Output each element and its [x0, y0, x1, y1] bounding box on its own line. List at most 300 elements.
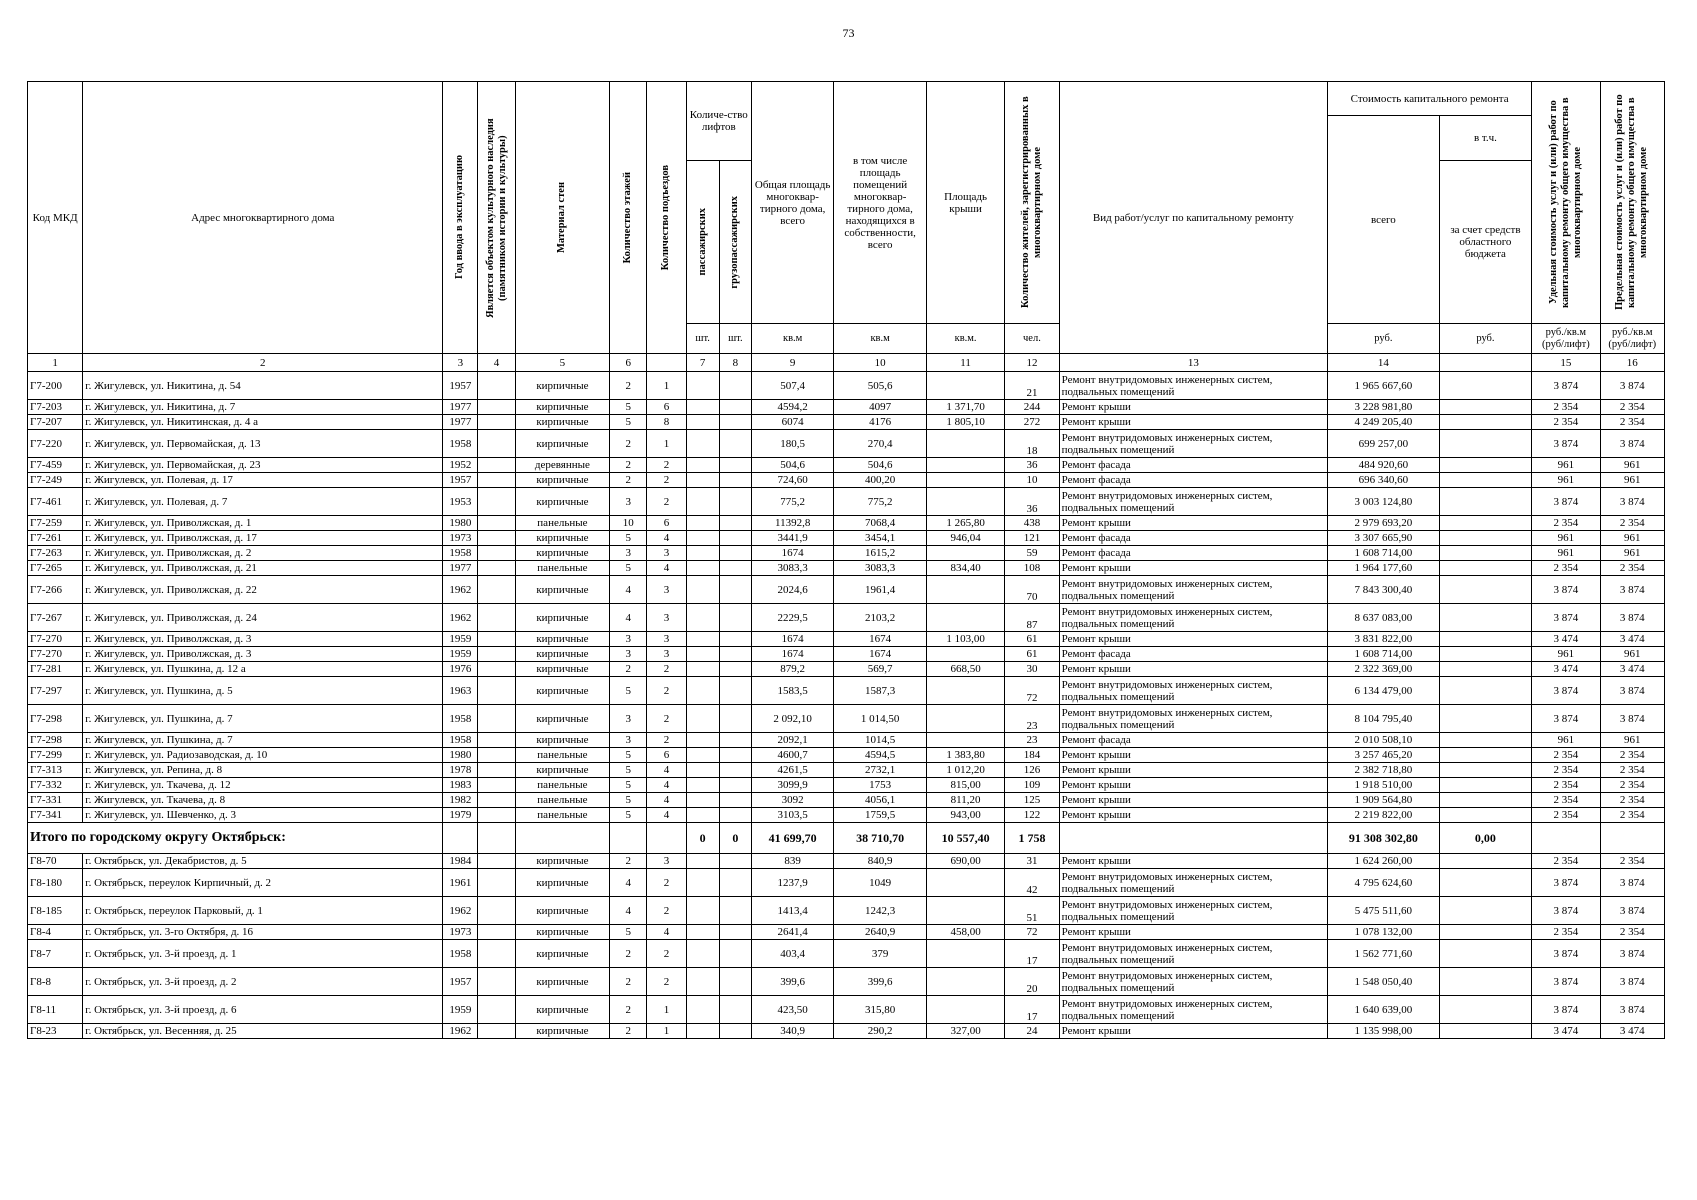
column-number: 14	[1328, 354, 1440, 372]
cell-code: Г7-459	[28, 458, 83, 473]
unit-area-owned: кв.м	[834, 324, 927, 354]
cell-code: Г7-200	[28, 372, 83, 400]
cell-code: Г7-297	[28, 677, 83, 705]
cell-limit-cost: 961	[1600, 531, 1664, 546]
column-number: 8	[719, 354, 751, 372]
cell-works: Ремонт внутридомовых инженерных систем, подвальных помещений	[1059, 968, 1327, 996]
cell-area-owned: 4594,5	[834, 748, 927, 763]
table-row	[28, 632, 1665, 647]
column-number: 12	[1005, 354, 1059, 372]
cell-floors: 3	[610, 546, 647, 561]
cell-limit-cost: 961	[1600, 458, 1664, 473]
cell-floors: 2	[610, 1024, 647, 1039]
cell-unit-cost: 2 354	[1532, 748, 1600, 763]
cell-cost-regional	[1439, 793, 1532, 808]
cell-area-owned: 1615,2	[834, 546, 927, 561]
cell-roof	[926, 604, 1004, 632]
table-row	[28, 576, 1665, 604]
total-empty	[647, 823, 686, 854]
cell-area-owned: 840,9	[834, 854, 927, 869]
cell-area-total: 3083,3	[751, 561, 833, 576]
cell-lifts-passenger	[686, 430, 719, 458]
header-area-owned: в том числе площадь помещений многоквар-тирного дома, находящихся в собственности, всего	[834, 82, 927, 324]
cell-lifts-cargo	[719, 458, 751, 473]
cell-residents: 17	[1005, 996, 1059, 1024]
cell-cost-regional	[1439, 925, 1532, 940]
table-row	[28, 793, 1665, 808]
cell-year: 1982	[443, 793, 478, 808]
cell-material: кирпичные	[515, 763, 610, 778]
cell-roof	[926, 473, 1004, 488]
cell-lifts-passenger	[686, 488, 719, 516]
cell-floors: 2	[610, 458, 647, 473]
cell-area-owned: 1674	[834, 647, 927, 662]
cell-address: г. Жигулевск, ул. Первомайская, д. 13	[83, 430, 443, 458]
cell-code: Г8-70	[28, 854, 83, 869]
cell-unit-cost: 3 474	[1532, 632, 1600, 647]
total-empty	[515, 823, 610, 854]
column-number: 3	[443, 354, 478, 372]
cell-cost-regional	[1439, 430, 1532, 458]
cell-entrances: 4	[647, 531, 686, 546]
cell-cost-regional	[1439, 647, 1532, 662]
cell-area-owned: 1 014,50	[834, 705, 927, 733]
total-empty	[1532, 823, 1600, 854]
cell-cost-regional	[1439, 516, 1532, 531]
cell-cost-total: 1 918 510,00	[1328, 778, 1440, 793]
cell-area-owned: 504,6	[834, 458, 927, 473]
cell-unit-cost: 2 354	[1532, 415, 1600, 430]
cell-address: г. Жигулевск, ул. Приволжская, д. 17	[83, 531, 443, 546]
table-row	[28, 546, 1665, 561]
cell-works: Ремонт крыши	[1059, 748, 1327, 763]
cell-area-total: 2024,6	[751, 576, 833, 604]
cell-entrances: 2	[647, 968, 686, 996]
cell-floors: 5	[610, 793, 647, 808]
table-row	[28, 925, 1665, 940]
cell-address: г. Жигулевск, ул. Пушкина, д. 12 а	[83, 662, 443, 677]
cell-code: Г7-298	[28, 733, 83, 748]
cell-floors: 3	[610, 647, 647, 662]
cell-limit-cost: 3 874	[1600, 677, 1664, 705]
cell-address: г. Октябрьск, ул. Весенняя, д. 25	[83, 1024, 443, 1039]
header-cost-incl: в т.ч.	[1439, 116, 1532, 161]
cell-cost-total: 1 562 771,60	[1328, 940, 1440, 968]
cell-material: панельные	[515, 808, 610, 823]
cell-lifts-cargo	[719, 763, 751, 778]
header-area-total: Общая площадь многоквар-тирного дома, всего	[751, 82, 833, 324]
cell-works: Ремонт внутридомовых инженерных систем, подвальных помещений	[1059, 677, 1327, 705]
cell-year: 1961	[443, 869, 478, 897]
cell-limit-cost: 3 874	[1600, 897, 1664, 925]
cell-unit-cost: 3 874	[1532, 968, 1600, 996]
cell-cost-total: 2 322 369,00	[1328, 662, 1440, 677]
cell-lifts-passenger	[686, 561, 719, 576]
cell-code: Г7-281	[28, 662, 83, 677]
cell-cost-total: 3 831 822,00	[1328, 632, 1440, 647]
cell-lifts-passenger	[686, 458, 719, 473]
cell-cost-regional	[1439, 546, 1532, 561]
cell-floors: 5	[610, 925, 647, 940]
cell-unit-cost: 3 874	[1532, 677, 1600, 705]
cell-area-total: 423,50	[751, 996, 833, 1024]
cell-area-total: 839	[751, 854, 833, 869]
cell-residents: 121	[1005, 531, 1059, 546]
cell-year: 1952	[443, 458, 478, 473]
cell-limit-cost: 2 354	[1600, 925, 1664, 940]
cell-area-total: 2641,4	[751, 925, 833, 940]
cell-lifts-passenger	[686, 940, 719, 968]
table-row	[28, 996, 1665, 1024]
cell-area-total: 507,4	[751, 372, 833, 400]
header-unit-cost: Удельная стоимость услуг и (или) работ по капитальному ремонту общего имущества в многоквартирном доме	[1547, 97, 1583, 308]
cell-area-owned: 1242,3	[834, 897, 927, 925]
cell-residents: 70	[1005, 576, 1059, 604]
cell-lifts-cargo	[719, 400, 751, 415]
unit-limit-cost: руб./кв.м (руб/лифт)	[1600, 324, 1664, 354]
cell-lifts-cargo	[719, 516, 751, 531]
cell-floors: 2	[610, 372, 647, 400]
cell-lifts-cargo	[719, 677, 751, 705]
cell-cost-total: 1 640 639,00	[1328, 996, 1440, 1024]
cell-area-owned: 270,4	[834, 430, 927, 458]
cell-heritage	[478, 372, 515, 400]
cell-works: Ремонт внутридомовых инженерных систем, подвальных помещений	[1059, 604, 1327, 632]
header-lifts: Количе-ство лифтов	[686, 82, 751, 161]
cell-unit-cost: 961	[1532, 647, 1600, 662]
cell-area-owned: 4176	[834, 415, 927, 430]
cell-unit-cost: 3 874	[1532, 869, 1600, 897]
cell-cost-regional	[1439, 748, 1532, 763]
table-row	[28, 677, 1665, 705]
cell-cost-regional	[1439, 733, 1532, 748]
cell-cost-regional	[1439, 473, 1532, 488]
cell-code: Г7-259	[28, 516, 83, 531]
cell-area-owned: 400,20	[834, 473, 927, 488]
cell-code: Г7-220	[28, 430, 83, 458]
cell-area-owned: 1049	[834, 869, 927, 897]
cell-area-owned: 505,6	[834, 372, 927, 400]
cell-lifts-cargo	[719, 546, 751, 561]
cell-floors: 5	[610, 400, 647, 415]
cell-cost-regional	[1439, 400, 1532, 415]
cell-address: г. Жигулевск, ул. Приволжская, д. 22	[83, 576, 443, 604]
cell-residents: 184	[1005, 748, 1059, 763]
column-number: 11	[926, 354, 1004, 372]
cell-heritage	[478, 733, 515, 748]
unit-unit-cost: руб./кв.м (руб/лифт)	[1532, 324, 1600, 354]
cell-residents: 108	[1005, 561, 1059, 576]
total-empty	[443, 823, 478, 854]
cell-residents: 21	[1005, 372, 1059, 400]
table-row	[28, 705, 1665, 733]
cell-address: г. Жигулевск, ул. Пушкина, д. 5	[83, 677, 443, 705]
cell-area-total: 504,6	[751, 458, 833, 473]
cell-heritage	[478, 632, 515, 647]
column-number	[1439, 354, 1532, 372]
cell-area-owned: 7068,4	[834, 516, 927, 531]
cell-address: г. Жигулевск, ул. Ткачева, д. 8	[83, 793, 443, 808]
cell-area-total: 1237,9	[751, 869, 833, 897]
cell-heritage	[478, 400, 515, 415]
cell-lifts-cargo	[719, 733, 751, 748]
cell-cost-total: 699 257,00	[1328, 430, 1440, 458]
cell-lifts-passenger	[686, 778, 719, 793]
cell-works: Ремонт крыши	[1059, 400, 1327, 415]
cell-residents: 59	[1005, 546, 1059, 561]
cell-roof	[926, 968, 1004, 996]
cell-lifts-passenger	[686, 748, 719, 763]
cell-lifts-cargo	[719, 662, 751, 677]
cell-lifts-passenger	[686, 473, 719, 488]
cell-unit-cost: 3 474	[1532, 662, 1600, 677]
cell-lifts-cargo	[719, 793, 751, 808]
cell-residents: 17	[1005, 940, 1059, 968]
table-row	[28, 854, 1665, 869]
column-number: 6	[610, 354, 647, 372]
cell-cost-regional	[1439, 488, 1532, 516]
table-row	[28, 473, 1665, 488]
cell-works: Ремонт фасада	[1059, 473, 1327, 488]
cell-area-total: 403,4	[751, 940, 833, 968]
cell-lifts-cargo	[719, 996, 751, 1024]
cell-material: кирпичные	[515, 733, 610, 748]
cell-unit-cost: 2 354	[1532, 854, 1600, 869]
header-cost-total: всего	[1328, 116, 1440, 324]
cell-entrances: 3	[647, 546, 686, 561]
cell-material: кирпичные	[515, 996, 610, 1024]
cell-unit-cost: 3 874	[1532, 576, 1600, 604]
cell-cost-regional	[1439, 968, 1532, 996]
cell-works: Ремонт крыши	[1059, 793, 1327, 808]
cell-entrances: 3	[647, 576, 686, 604]
cell-cost-total: 1 608 714,00	[1328, 546, 1440, 561]
cell-floors: 4	[610, 869, 647, 897]
cell-lifts-cargo	[719, 576, 751, 604]
cell-area-total: 2 092,10	[751, 705, 833, 733]
header-lifts-cargo: грузопассажирских	[729, 195, 741, 289]
cell-works: Ремонт фасада	[1059, 531, 1327, 546]
cell-residents: 42	[1005, 869, 1059, 897]
cell-entrances: 2	[647, 940, 686, 968]
total-area: 41 699,70	[751, 823, 833, 854]
cell-residents: 10	[1005, 473, 1059, 488]
cell-cost-total: 3 257 465,20	[1328, 748, 1440, 763]
cell-area-owned: 379	[834, 940, 927, 968]
cell-heritage	[478, 677, 515, 705]
cell-area-total: 3441,9	[751, 531, 833, 546]
cell-residents: 36	[1005, 488, 1059, 516]
cell-floors: 3	[610, 488, 647, 516]
cell-roof: 1 012,20	[926, 763, 1004, 778]
cell-lifts-cargo	[719, 748, 751, 763]
cell-cost-regional	[1439, 897, 1532, 925]
cell-entrances: 1	[647, 430, 686, 458]
cell-residents: 36	[1005, 458, 1059, 473]
cell-unit-cost: 3 474	[1532, 1024, 1600, 1039]
cell-year: 1958	[443, 733, 478, 748]
cell-year: 1958	[443, 940, 478, 968]
cell-entrances: 2	[647, 897, 686, 925]
cell-code: Г7-332	[28, 778, 83, 793]
cell-heritage	[478, 869, 515, 897]
cell-works: Ремонт крыши	[1059, 763, 1327, 778]
cell-material: кирпичные	[515, 415, 610, 430]
cell-limit-cost: 961	[1600, 733, 1664, 748]
cell-lifts-passenger	[686, 576, 719, 604]
cell-works: Ремонт крыши	[1059, 516, 1327, 531]
cell-limit-cost: 2 354	[1600, 778, 1664, 793]
cell-code: Г7-261	[28, 531, 83, 546]
cell-address: г. Октябрьск, ул. 3-й проезд, д. 2	[83, 968, 443, 996]
cell-code: Г7-270	[28, 647, 83, 662]
cell-cost-total: 3 003 124,80	[1328, 488, 1440, 516]
cell-area-total: 775,2	[751, 488, 833, 516]
cell-limit-cost: 3 874	[1600, 430, 1664, 458]
cell-roof: 811,20	[926, 793, 1004, 808]
cell-code: Г8-185	[28, 897, 83, 925]
cell-cost-regional	[1439, 869, 1532, 897]
cell-year: 1958	[443, 705, 478, 733]
cell-area-owned: 1014,5	[834, 733, 927, 748]
cell-floors: 3	[610, 705, 647, 733]
cell-year: 1957	[443, 473, 478, 488]
cell-heritage	[478, 925, 515, 940]
cell-entrances: 2	[647, 662, 686, 677]
cell-cost-total: 3 228 981,80	[1328, 400, 1440, 415]
cell-roof: 1 805,10	[926, 415, 1004, 430]
cell-unit-cost: 2 354	[1532, 808, 1600, 823]
cell-area-owned: 1753	[834, 778, 927, 793]
cell-entrances: 1	[647, 372, 686, 400]
cell-address: г. Жигулевск, ул. Полевая, д. 7	[83, 488, 443, 516]
unit-roof: кв.м.	[926, 324, 1004, 354]
cell-material: кирпичные	[515, 488, 610, 516]
cell-heritage	[478, 705, 515, 733]
cell-area-total: 1413,4	[751, 897, 833, 925]
cell-cost-regional	[1439, 662, 1532, 677]
cell-area-total: 1674	[751, 546, 833, 561]
cell-limit-cost: 3 874	[1600, 372, 1664, 400]
unit-cost-regional: руб.	[1439, 324, 1532, 354]
cell-lifts-cargo	[719, 1024, 751, 1039]
cell-code: Г7-265	[28, 561, 83, 576]
cell-lifts-cargo	[719, 869, 751, 897]
header-roof: Площадь крыши	[926, 82, 1004, 324]
cell-residents: 61	[1005, 632, 1059, 647]
cell-roof: 1 265,80	[926, 516, 1004, 531]
header-cost-regional: за счет средств областного бюджета	[1439, 161, 1532, 324]
cell-lifts-passenger	[686, 996, 719, 1024]
cell-floors: 5	[610, 677, 647, 705]
table-row	[28, 561, 1665, 576]
cell-address: г. Жигулевск, ул. Приволжская, д. 24	[83, 604, 443, 632]
cell-code: Г7-341	[28, 808, 83, 823]
cell-year: 1983	[443, 778, 478, 793]
cell-unit-cost: 3 874	[1532, 996, 1600, 1024]
cell-cost-total: 1 909 564,80	[1328, 793, 1440, 808]
cell-address: г. Октябрьск, ул. Декабристов, д. 5	[83, 854, 443, 869]
cell-entrances: 4	[647, 925, 686, 940]
table-row	[28, 415, 1665, 430]
cell-cost-regional	[1439, 763, 1532, 778]
cell-floors: 4	[610, 604, 647, 632]
cell-cost-total: 1 624 260,00	[1328, 854, 1440, 869]
cell-material: кирпичные	[515, 546, 610, 561]
cell-heritage	[478, 854, 515, 869]
cell-works: Ремонт внутридомовых инженерных систем, подвальных помещений	[1059, 705, 1327, 733]
page-number: 73	[842, 26, 855, 40]
cell-lifts-passenger	[686, 677, 719, 705]
cell-limit-cost: 2 354	[1600, 808, 1664, 823]
cell-area-total: 6074	[751, 415, 833, 430]
cell-year: 1957	[443, 372, 478, 400]
cell-cost-total: 2 219 822,00	[1328, 808, 1440, 823]
cell-unit-cost: 3 874	[1532, 430, 1600, 458]
cell-lifts-cargo	[719, 488, 751, 516]
cell-floors: 2	[610, 940, 647, 968]
cell-entrances: 4	[647, 778, 686, 793]
cell-address: г. Жигулевск, ул. Радиозаводская, д. 10	[83, 748, 443, 763]
cell-limit-cost: 2 354	[1600, 400, 1664, 415]
column-number: 9	[751, 354, 833, 372]
cell-heritage	[478, 662, 515, 677]
cell-code: Г7-263	[28, 546, 83, 561]
cell-lifts-passenger	[686, 808, 719, 823]
cell-material: кирпичные	[515, 576, 610, 604]
cell-year: 1959	[443, 632, 478, 647]
cell-area-total: 180,5	[751, 430, 833, 458]
cell-cost-total: 2 382 718,80	[1328, 763, 1440, 778]
cell-roof: 946,04	[926, 531, 1004, 546]
cell-code: Г7-313	[28, 763, 83, 778]
cell-works: Ремонт внутридомовых инженерных систем, подвальных помещений	[1059, 996, 1327, 1024]
unit-lifts-passenger: шт.	[686, 324, 719, 354]
cell-works: Ремонт внутридомовых инженерных систем, подвальных помещений	[1059, 576, 1327, 604]
cell-cost-total: 2 010 508,10	[1328, 733, 1440, 748]
cell-address: г. Октябрьск, ул. 3-й проезд, д. 6	[83, 996, 443, 1024]
cell-limit-cost: 3 874	[1600, 488, 1664, 516]
cell-area-owned: 775,2	[834, 488, 927, 516]
cell-heritage	[478, 458, 515, 473]
cell-limit-cost: 3 474	[1600, 662, 1664, 677]
cell-lifts-passenger	[686, 372, 719, 400]
total-roof: 10 557,40	[926, 823, 1004, 854]
cell-area-owned: 569,7	[834, 662, 927, 677]
cell-roof	[926, 733, 1004, 748]
cell-lifts-cargo	[719, 415, 751, 430]
cell-code: Г8-7	[28, 940, 83, 968]
cell-cost-total: 1 965 667,60	[1328, 372, 1440, 400]
cell-address: г. Жигулевск, ул. Первомайская, д. 23	[83, 458, 443, 473]
cell-unit-cost: 3 874	[1532, 488, 1600, 516]
cell-material: кирпичные	[515, 705, 610, 733]
cell-lifts-cargo	[719, 604, 751, 632]
cell-limit-cost: 3 474	[1600, 632, 1664, 647]
cell-area-total: 4594,2	[751, 400, 833, 415]
cell-unit-cost: 3 874	[1532, 604, 1600, 632]
cell-year: 1977	[443, 400, 478, 415]
cell-heritage	[478, 576, 515, 604]
cell-entrances: 2	[647, 869, 686, 897]
cell-limit-cost: 2 354	[1600, 854, 1664, 869]
header-address: Адрес многоквартирного дома	[83, 82, 443, 354]
cell-area-total: 340,9	[751, 1024, 833, 1039]
cell-cost-regional	[1439, 1024, 1532, 1039]
cell-residents: 122	[1005, 808, 1059, 823]
cell-year: 1958	[443, 430, 478, 458]
total-regional: 0,00	[1439, 823, 1532, 854]
